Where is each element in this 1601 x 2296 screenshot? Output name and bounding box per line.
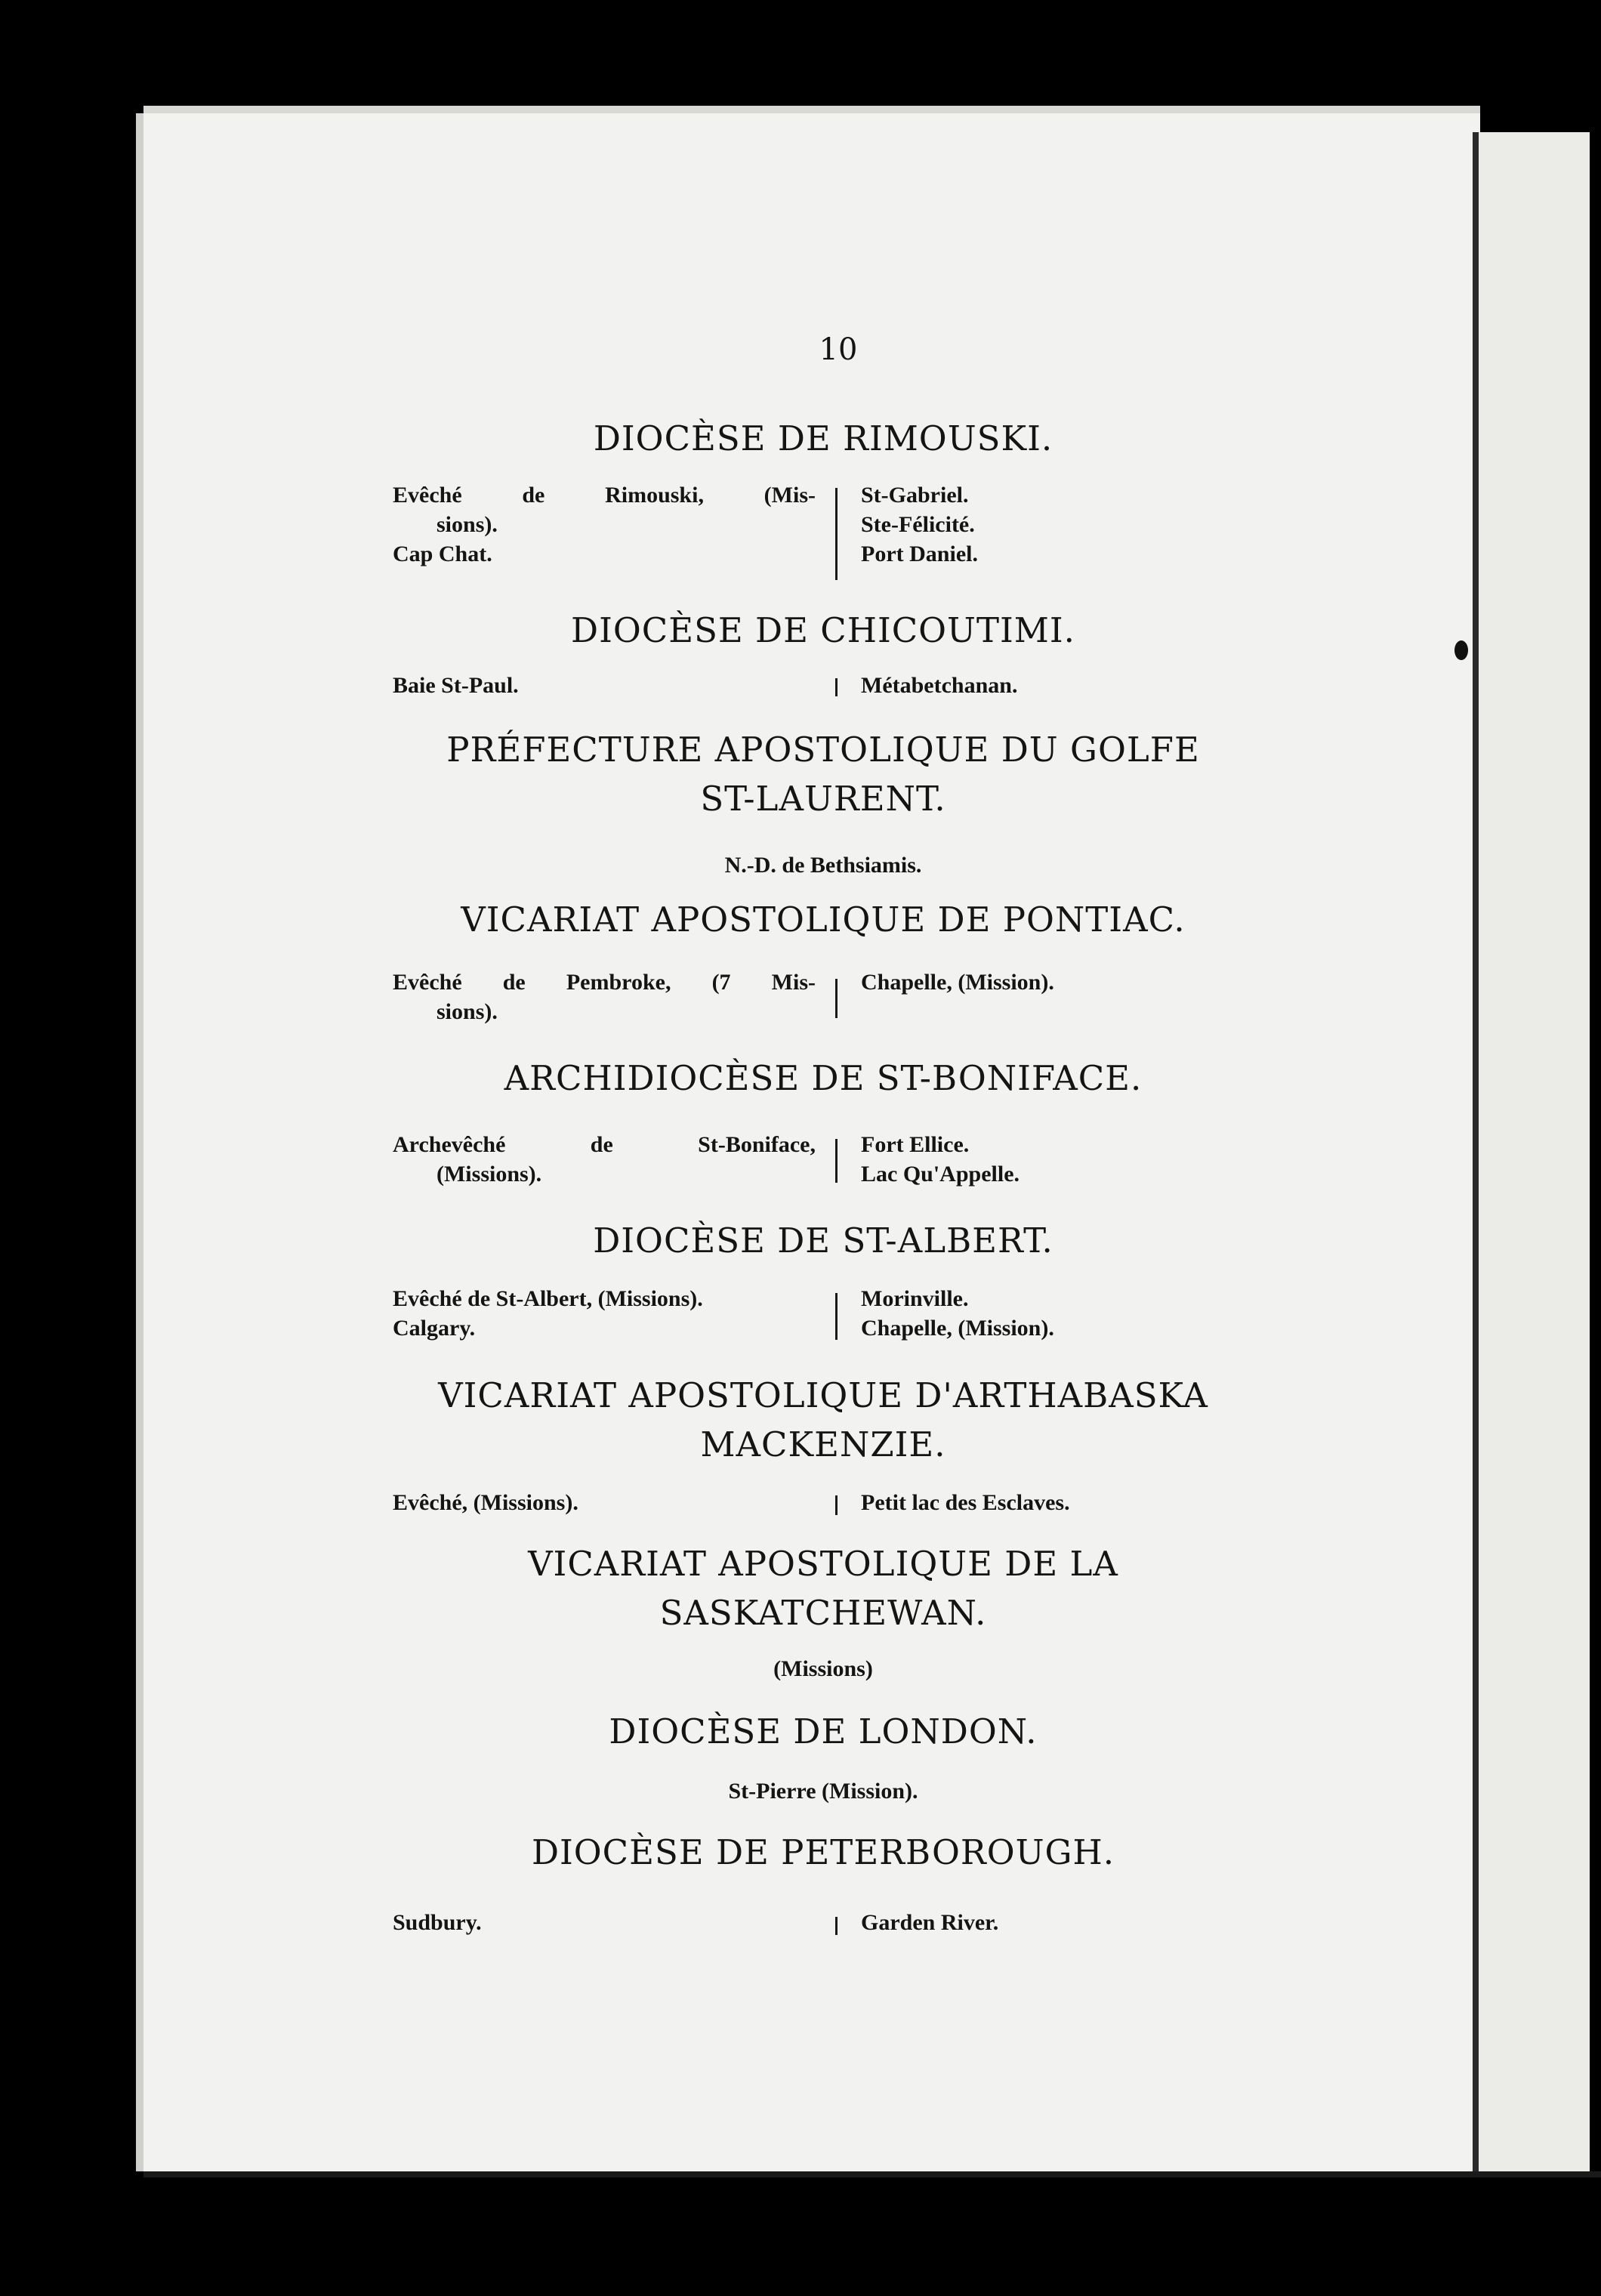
section-heading-saskatchewan [393,1539,1254,1637]
right-line: Chapelle, (Mission). [861,1316,1054,1341]
column-divider [835,1495,838,1515]
centered-entry-prefecture: N.-D. de Bethsiamis. [724,853,922,878]
left-column-rimouski [393,480,816,569]
left-column-st-boniface [393,1130,816,1189]
left-line: sions). [436,512,498,537]
column-divider [835,1917,838,1935]
left-line [393,480,816,510]
column-divider [835,678,838,696]
right-column-pontiac [861,967,1239,997]
right-line: Chapelle, (Mission). [861,970,1054,995]
centered-entry-saskatchewan: (Missions) [773,1656,873,1681]
left-line: Cap Chat. [393,542,492,566]
left-line: Evêché, (Missions). [393,1490,578,1515]
right-line: Morinville. [861,1286,969,1311]
heading-line: VICARIAT APOSTOLIQUE DE LA [528,1544,1118,1584]
bottom-edge [143,2171,1601,2177]
right-column-peterborough [861,1908,1239,1937]
right-column-arthabaska [861,1488,1239,1517]
column-divider [835,979,838,1018]
word: Mis- [771,970,816,995]
left-column-arthabaska [393,1488,816,1517]
left-line: Sudbury. [393,1910,482,1935]
left-column-pontiac [393,967,816,1026]
left-column-st-albert [393,1284,816,1343]
column-divider [835,1139,838,1183]
section-heading-pontiac: VICARIAT APOSTOLIQUE DE PONTIAC. [461,900,1186,940]
right-column-st-albert [861,1284,1239,1343]
left-line [393,1130,816,1159]
word: (7 [711,970,731,995]
section-heading-arthabaska [393,1371,1254,1469]
left-line: Baie St-Paul. [393,673,519,698]
left-column-chicoutimi [393,671,816,700]
facing-page-edge [1476,132,1590,2171]
word: Archevêché [393,1132,506,1157]
book-spine [1473,132,1479,2171]
left-column-peterborough [393,1908,816,1937]
word: Evêché [393,483,462,508]
left-line: (Missions). [436,1162,542,1187]
word: de [590,1132,613,1157]
centered-entry-london: St-Pierre (Mission). [728,1779,918,1804]
section-heading-chicoutimi: DIOCÈSE DE CHICOUTIMI. [571,610,1075,650]
right-line: Fort Ellice. [861,1132,970,1157]
heading-line: MACKENZIE. [700,1424,946,1464]
heading-line: ST-LAURENT. [700,779,946,819]
right-line: Petit lac des Esclaves. [861,1490,1070,1515]
heading-line: PRÉFECTURE APOSTOLIQUE DU GOLFE [446,730,1200,770]
left-line: sions). [436,999,498,1024]
heading-line: SASKATCHEWAN. [659,1593,987,1633]
right-column-chicoutimi [861,671,1239,700]
section-heading-st-albert: DIOCÈSE DE ST-ALBERT. [593,1221,1053,1261]
right-line: Garden River. [861,1910,999,1935]
section-heading-prefecture [393,725,1254,823]
word: (Mis- [763,483,816,508]
heading-line: VICARIAT APOSTOLIQUE D'ARTHABASKA [438,1375,1208,1415]
right-column-st-boniface [861,1130,1239,1189]
column-divider [835,1293,838,1340]
section-heading-london: DIOCÈSE DE LONDON. [609,1711,1038,1751]
right-column-rimouski [861,480,1239,569]
left-line [393,967,816,997]
word: Evêché [393,970,462,995]
right-line: Métabetchanan. [861,673,1018,698]
word: de [522,483,545,508]
right-line: St-Gabriel. [861,483,969,508]
word: Rimouski, [605,483,704,508]
section-heading-peterborough: DIOCÈSE DE PETERBOROUGH. [531,1832,1115,1872]
section-heading-rimouski: DIOCÈSE DE RIMOUSKI. [593,418,1053,458]
right-line: Port Daniel. [861,542,978,566]
left-line: Calgary. [393,1316,476,1341]
word: de [502,970,526,995]
spine-mark [1454,640,1468,660]
left-line: Evêché de St-Albert, (Missions). [393,1286,703,1311]
column-divider [835,488,838,580]
section-heading-st-boniface: ARCHIDIOCÈSE DE ST-BONIFACE. [504,1058,1143,1098]
word: St-Boniface, [698,1132,816,1157]
paper-top-edge [143,106,1480,113]
right-line: Lac Qu'Appelle. [861,1162,1020,1187]
page-number: 10 [819,332,858,367]
word: Pembroke, [566,970,671,995]
right-line: Ste-Félicité. [861,512,975,537]
